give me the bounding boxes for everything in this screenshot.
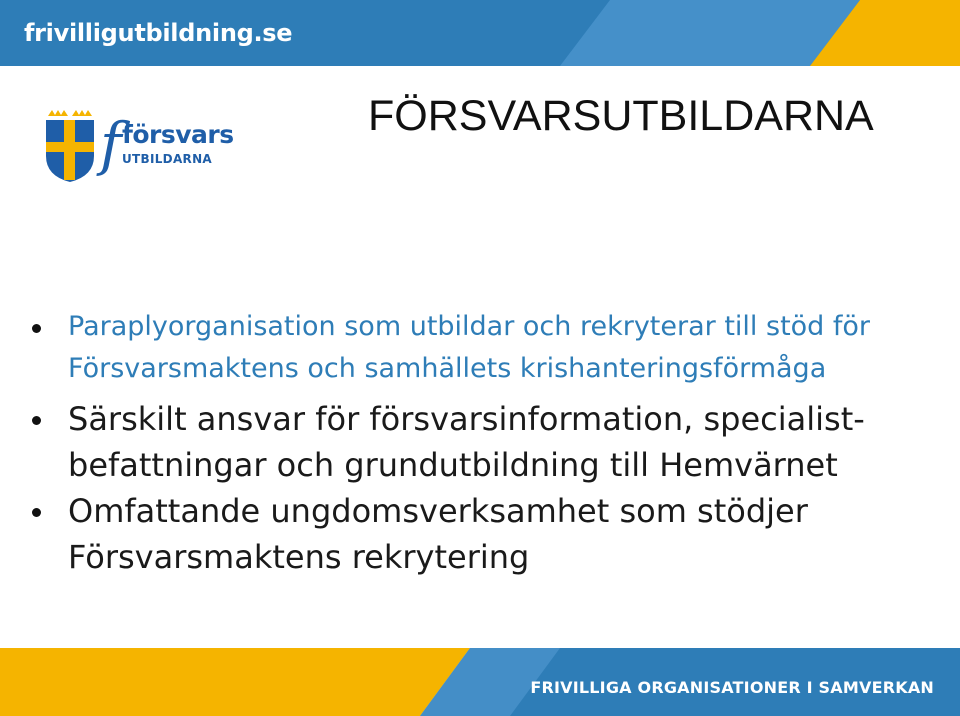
bullet-dot-icon xyxy=(32,416,41,425)
bullet-list xyxy=(32,306,932,580)
bullet-item xyxy=(32,396,932,488)
svg-text:f: f xyxy=(100,110,122,178)
header-bar xyxy=(0,0,960,66)
slide-title: FÖRSVARSUTBILDARNA xyxy=(368,92,874,140)
bullet-item xyxy=(32,306,932,390)
footer-tagline: FRIVILLIGA ORGANISATIONER I SAMVERKAN xyxy=(530,678,934,697)
footer-bar xyxy=(0,648,960,716)
bullet-dot-icon xyxy=(32,324,41,333)
bullet-text: Paraplyorganisation som utbildar och rekryterar till stöd för Försvarsmaktens och samhällets krishanteringsförmåga xyxy=(68,311,871,384)
bullet-text: Särskilt ansvar för försvarsinformation, specialist-befattningar och grundutbildning till Hemvärnet xyxy=(68,400,865,484)
bullet-text: Omfattande ungdomsverksamhet som stödjer Försvarsmaktens rekrytering xyxy=(68,492,808,576)
crowns-icon xyxy=(48,110,92,116)
forsvarsutbildarna-logo xyxy=(44,108,234,184)
bullet-dot-icon xyxy=(32,508,41,517)
logo-subtitle: UTBILDARNA xyxy=(122,152,213,166)
logo-wordmark: försvars xyxy=(122,120,234,149)
bullet-item xyxy=(32,488,932,580)
header-brand[interactable]: frivilligutbildning.se xyxy=(24,19,293,47)
